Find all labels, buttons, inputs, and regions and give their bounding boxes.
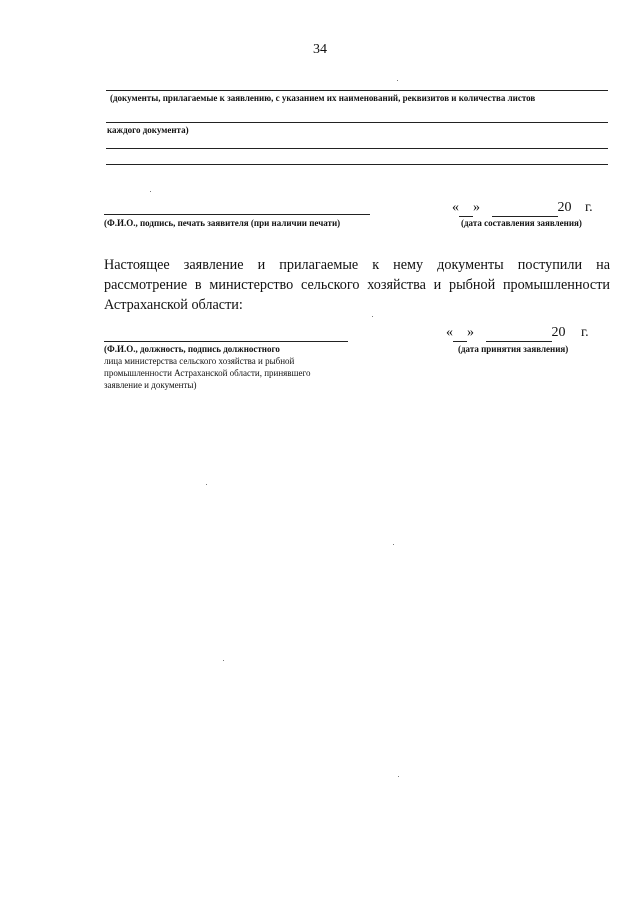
official-caption-line-1: (Ф.И.О., должность, подпись должностного	[104, 344, 280, 354]
applicant-date	[452, 200, 593, 217]
date-year: 20	[551, 325, 566, 340]
applicant-date-caption: (дата составления заявления)	[461, 218, 582, 228]
receipt-date-caption: (дата принятия заявления)	[458, 344, 569, 354]
official-caption-line-4: заявление и документы)	[104, 380, 197, 390]
scan-speck	[372, 316, 373, 317]
scan-speck	[393, 544, 394, 545]
date-month-blank	[486, 325, 552, 342]
official-caption-line-2: лица министерства сельского хозяйства и рыбной	[104, 356, 295, 366]
scan-speck	[150, 191, 151, 192]
date-month-blank	[492, 200, 558, 217]
attachments-caption-line-1: (документы, прилагаемые к заявлению, с указанием их наименований, реквизитов и количества листов	[110, 93, 536, 103]
attachments-line-4	[106, 164, 608, 165]
official-signature-line	[104, 341, 348, 342]
date-day-blank	[459, 200, 473, 217]
scan-speck	[398, 776, 399, 777]
date-close-quote: »	[473, 200, 480, 215]
date-open-quote: «	[446, 325, 453, 340]
date-suffix: г.	[585, 200, 593, 215]
date-year: 20	[557, 200, 572, 215]
page-number: 34	[313, 42, 327, 57]
applicant-signature-line	[104, 214, 370, 215]
attachments-line-2	[106, 122, 608, 123]
date-open-quote: «	[452, 200, 459, 215]
receipt-paragraph: Настоящее заявление и прилагаемые к нему документы поступили на рассмотрение в министерство сельского хозяйства и рыбной промышленности Астраханской области:	[104, 257, 610, 313]
attachments-line-3	[106, 148, 608, 149]
attachments-line-1	[106, 90, 608, 91]
scan-speck	[206, 484, 207, 485]
receipt-date	[446, 325, 589, 342]
official-caption-line-3: промышленности Астраханской области, принявшего	[104, 368, 311, 378]
scan-speck	[223, 660, 224, 661]
date-day-blank	[453, 325, 467, 342]
date-suffix: г.	[581, 325, 589, 340]
scan-speck	[397, 80, 398, 81]
attachments-caption-line-2: каждого документа)	[107, 125, 189, 135]
date-close-quote: »	[467, 325, 474, 340]
applicant-signature-caption: (Ф.И.О., подпись, печать заявителя (при наличии печати)	[104, 218, 341, 228]
